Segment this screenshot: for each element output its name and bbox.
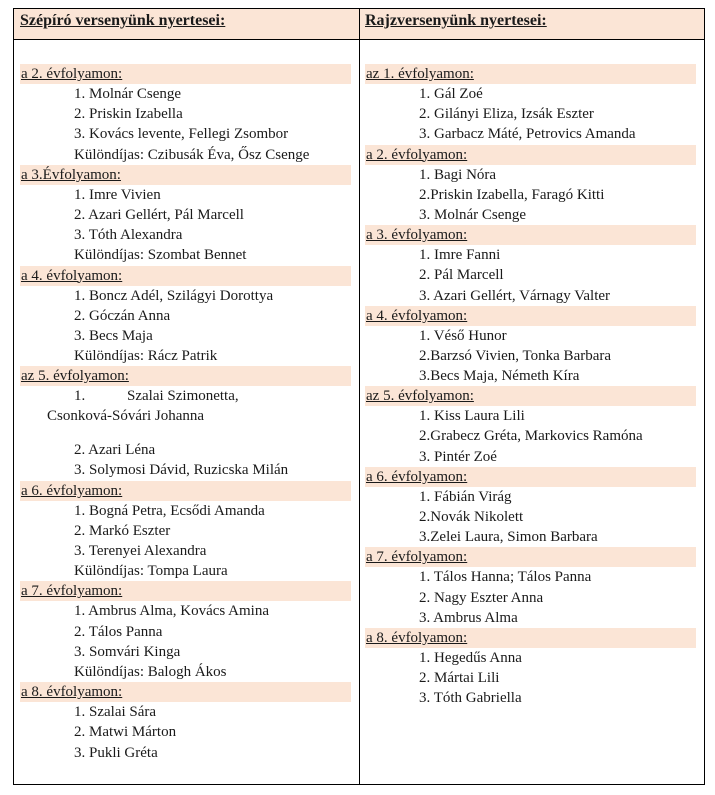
winner-name-continued: Csonková-Sóvári Johanna [47,408,205,425]
winner-entry-multiline [20,386,351,426]
winner-entry: 1. Bogná Petra, Ecsődi Amanda [74,502,265,519]
winner-entry: 2.Priskin Izabella, Faragó Kitti [419,186,605,203]
winner-entry: 1. Gál Zoé [419,86,483,102]
grade-heading: a 3. évfolyamon: [365,225,696,245]
winner-entry: 2. Azari Gellért, Pál Marcell [74,206,244,223]
winner-entry: 2. Gilányi Eliza, Izsák Eszter [419,106,594,123]
grade-heading: a 6. évfolyamon: [365,467,696,487]
winner-entry: 2.Novák Nikolett [419,509,524,525]
grade-section [20,682,351,763]
winners-table [13,8,705,785]
grade-section [365,145,696,226]
winner-entry: 2. Markó Eszter [74,522,171,539]
special-prize-entry: Különdíjas: Tompa Laura [74,563,228,580]
column-divider [359,9,360,784]
winner-entry: 3. Becs Maja [74,327,153,344]
winner-entry: 1. Imre Fanni [419,247,501,264]
grade-heading: az 5. évfolyamon: [20,366,351,386]
winner-entry: 3. Azari Gellért, Várnagy Valter [419,287,611,304]
winner-entry: 1. Imre Vivien [74,186,161,203]
grade-heading: a 7. évfolyamon: [365,547,696,567]
grade-heading: az 5. évfolyamon: [365,386,696,406]
winner-entry: 3. Tóth Gabriella [419,690,522,707]
grade-heading: a 8. évfolyamon: [20,682,351,702]
winner-entry: 3. Terenyei Alexandra [74,543,207,559]
grade-section [20,64,351,165]
special-prize-entry: Különdíjas: Rácz Patrik [74,348,218,365]
grade-section [365,225,696,306]
grade-heading: a 4. évfolyamon: [20,266,351,286]
grade-heading: a 7. évfolyamon: [20,581,351,601]
winner-entry: 1. Véső Hunor [419,327,507,344]
winner-entry: 1. Fábián Virág [419,488,512,505]
winner-entry: 2. Mártai Lili [419,670,500,687]
grade-heading: a 2. évfolyamon: [20,64,351,84]
winner-entry: 1. Boncz Adél, Szilágyi Dorottya [74,287,274,304]
drawing-winners-column [365,64,696,709]
winner-entry: 1. Hegedűs Anna [419,649,522,666]
grade-section [365,628,696,709]
winner-entry: 2. Pál Marcell [419,267,504,284]
winner-name: Szalai Szimonetta, [127,388,239,405]
winner-entry: 3. Ambrus Alma [419,609,518,626]
winner-entry: 3. Kovács levente, Fellegi Zsombor [74,126,289,143]
grade-heading: a 3.Évfolyamon: [20,165,351,185]
grade-section [20,266,351,367]
winner-entry: 2.Barzsó Vivien, Tonka Barbara [419,347,612,364]
winner-entry: 3. Tóth Alexandra [74,227,183,244]
grade-heading: az 1. évfolyamon: [365,64,696,84]
grade-section [20,366,351,480]
special-prize-entry: Különdíjas: Szombat Bennet [74,247,247,264]
grade-heading: a 4. évfolyamon: [365,306,696,326]
winner-entry: 2. Matwi Márton [74,724,177,741]
winner-entry: 2.Grabecz Gréta, Markovics Ramóna [419,428,643,445]
winner-entry: 1. Szalai Sára [74,704,157,721]
winner-entry: 3.Becs Maja, Németh Kíra [419,368,580,385]
grade-section [365,386,696,467]
winner-entry: 2. Azari Léna [74,442,156,459]
winner-entry: 3.Zelei Laura, Simon Barbara [419,529,598,546]
winner-entry: 2. Nagy Eszter Anna [419,589,544,606]
winner-entry: 3. Garbacz Máté, Petrovics Amanda [419,126,636,143]
winner-entry: 3. Somvári Kinga [74,643,181,660]
winner-entry: 3. Pintér Zoé [419,448,497,465]
grade-section [365,306,696,387]
grade-heading: a 2. évfolyamon: [365,145,696,165]
winner-entry: 3. Pukli Gréta [74,744,158,761]
winner-entry: 3. Solymosi Dávid, Ruzicska Milán [74,462,289,479]
winner-entry: 1. Tálos Hanna; Tálos Panna [419,569,592,586]
winner-entry: 2. Góczán Anna [74,307,171,324]
grade-section [20,481,351,582]
grade-heading: a 8. évfolyamon: [365,628,696,648]
calligraphy-winners-column [20,64,351,763]
winner-rank: 1. [74,388,86,405]
winner-entry: 1. Bagi Nóra [419,166,497,183]
grade-section [365,467,696,548]
winner-entry: 1. Molnár Csenge [74,86,182,102]
right-column-title: Rajzversenyünk nyertesei: [365,12,547,29]
grade-section [20,581,351,682]
special-prize-entry: Különdíjas: Balogh Ákos [74,663,227,680]
grade-section [365,547,696,628]
winner-entry: 1. Ambrus Alma, Kovács Amina [74,603,269,620]
special-prize-entry: Különdíjas: Czibusák Éva, Ősz Csenge [74,146,310,163]
left-column-title: Szépíró versenyünk nyertesei: [20,12,226,29]
grade-section [20,165,351,266]
grade-heading: a 6. évfolyamon: [20,481,351,501]
winner-entry: 2. Priskin Izabella [74,106,183,123]
grade-section [365,64,696,145]
winner-entry: 3. Molnár Csenge [419,206,527,223]
winner-entry: 2. Tálos Panna [74,623,163,640]
winner-entry: 1. Kiss Laura Lili [419,408,525,425]
